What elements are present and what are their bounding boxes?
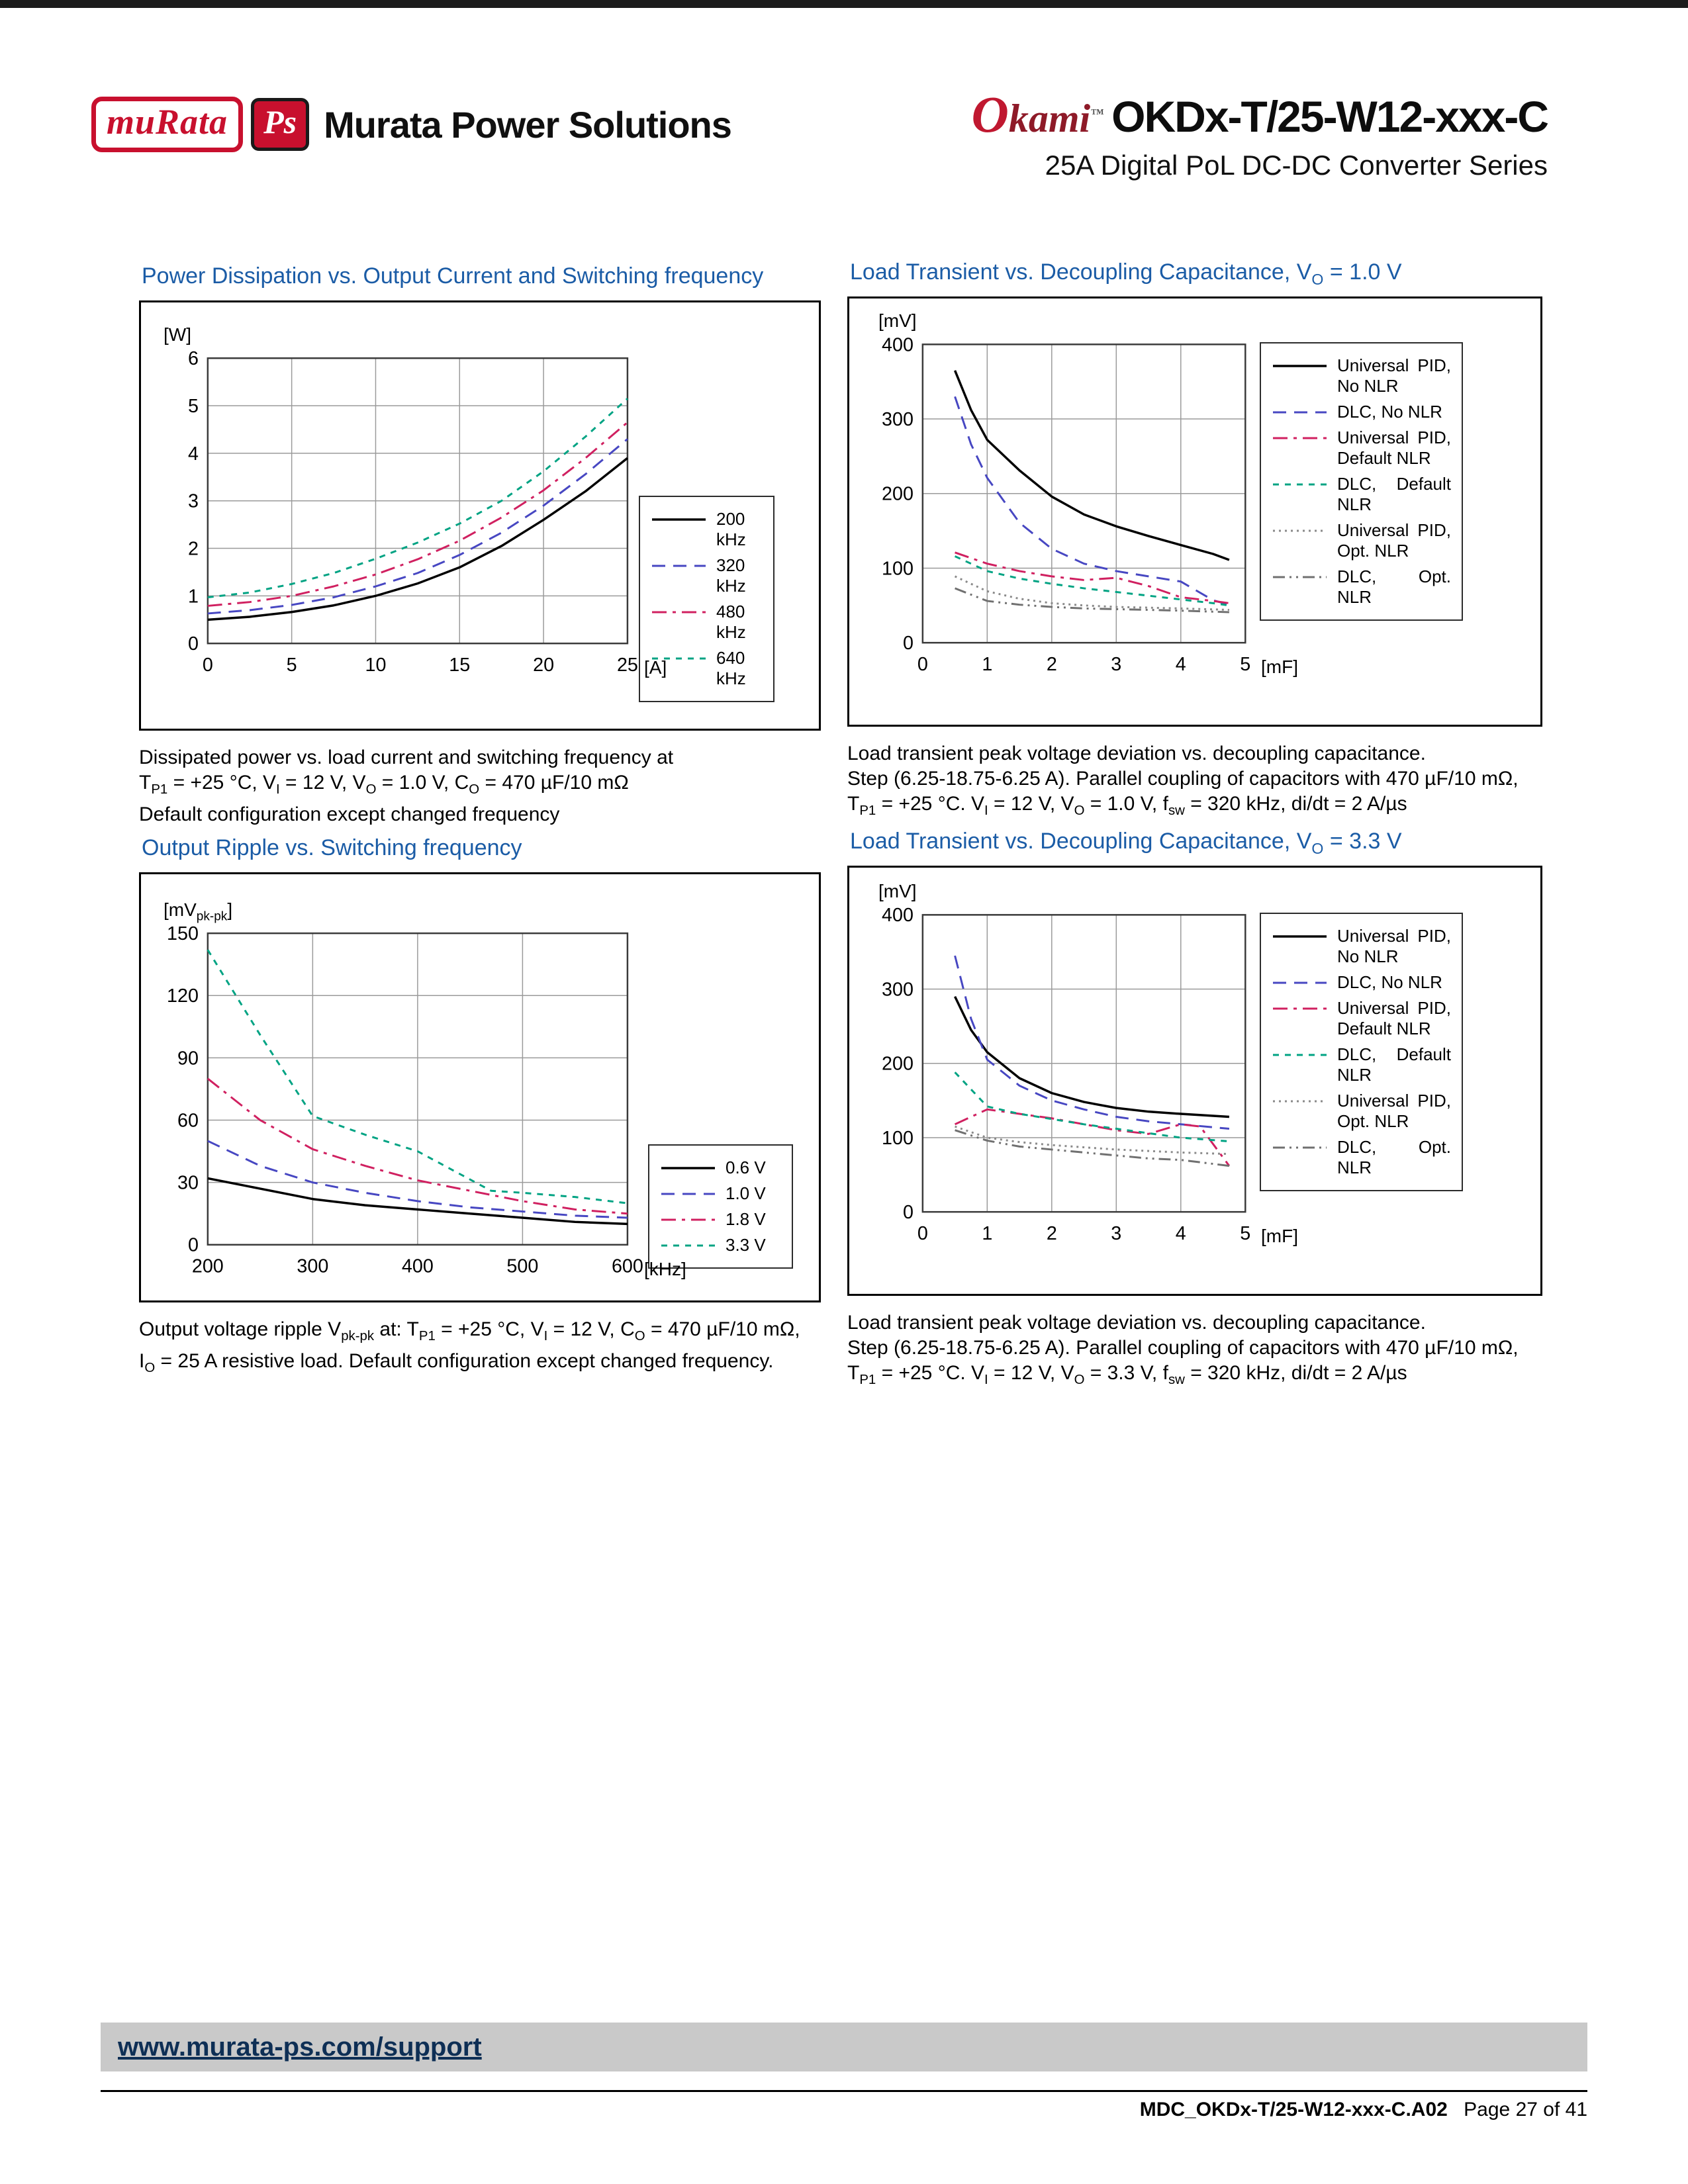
legend-item	[651, 509, 763, 550]
x-tick-label: 10	[365, 654, 387, 676]
legend-line-sample	[1272, 929, 1328, 944]
top-bar	[0, 0, 1688, 8]
x-tick-label: 25	[616, 654, 638, 676]
legend-line-sample	[660, 1161, 716, 1175]
chart-legend	[1260, 913, 1463, 1191]
series-line	[955, 396, 1229, 604]
legend-line-sample	[651, 559, 707, 573]
legend-item	[1272, 972, 1451, 993]
legend-item	[660, 1183, 781, 1204]
product-title-block	[971, 85, 1548, 181]
chart-frame	[139, 872, 821, 1302]
y-tick-label: 200	[882, 1053, 914, 1075]
x-tick-label: 1	[982, 1222, 993, 1244]
x-axis-unit: [A]	[644, 657, 667, 678]
legend-line-sample	[1272, 431, 1328, 445]
chart-frame	[847, 866, 1542, 1296]
legend-item	[651, 602, 763, 643]
y-tick-label: 4	[187, 443, 199, 465]
y-tick-label: 2	[187, 538, 199, 560]
y-tick-label: 3	[187, 490, 199, 512]
legend-line-sample	[1272, 405, 1328, 420]
series-line	[208, 422, 628, 606]
chart-title: Load Transient vs. Decoupling Capacitance, $V_O = 1.0$ V	[850, 259, 1402, 288]
chart-title: Load Transient vs. Decoupling Capacitance, $V_O = 3.3$ V	[850, 829, 1402, 857]
y-tick-label: 300	[882, 979, 914, 1001]
murata-logo	[91, 97, 731, 152]
chart-caption: Load transient peak voltage deviation vs. decoupling capacitance. Step (6.25-18.75-6.25 A). Parallel coupling of capacitors with 470 µF/10 mΩ, $T_{P1} = +25$ °C. $V_I = 12$ V, $V_O = 1.0$ V, $f_{sw} = 320$ kHz, di/dt = 2 A/µs	[847, 743, 1519, 818]
legend-item	[1272, 428, 1451, 469]
okami-o-glyph: O	[971, 85, 1009, 143]
chart-frame	[847, 296, 1542, 727]
y-tick-label: 400	[882, 905, 914, 927]
okami-logo	[971, 85, 1103, 144]
legend-item	[1272, 998, 1451, 1039]
legend-line-sample	[1272, 1094, 1328, 1109]
legend-label: Universal PID, No NLR	[1337, 355, 1451, 396]
legend-item	[660, 1158, 781, 1178]
legend-line-sample	[1272, 477, 1328, 492]
okami-text: kami	[1008, 97, 1091, 140]
y-tick-label: 1	[187, 586, 199, 608]
legend-line-sample	[1272, 1048, 1328, 1062]
series-line	[955, 1130, 1229, 1166]
legend-line-sample	[1272, 523, 1328, 538]
support-link[interactable]: www.murata-ps.com/support	[118, 2032, 482, 2062]
legend-line-sample	[1272, 1001, 1328, 1016]
y-tick-label: 0	[902, 633, 914, 655]
y-axis-unit: $[mV_{pk-pk}]$	[164, 899, 233, 924]
x-tick-label: 3	[1111, 653, 1122, 675]
x-tick-label: 3	[1111, 1222, 1122, 1244]
legend-line-sample	[651, 512, 707, 527]
legend-label: Universal PID, Opt. NLR	[1337, 520, 1451, 561]
legend-label: Universal PID, No NLR	[1337, 926, 1451, 966]
legend-item	[1272, 1091, 1451, 1132]
x-tick-label: 5	[286, 654, 297, 676]
support-bar	[101, 2023, 1587, 2071]
y-tick-label: 200	[882, 483, 914, 505]
series-line	[955, 553, 1229, 604]
legend-label: Universal PID, Default NLR	[1337, 428, 1451, 468]
legend-line-sample	[1272, 359, 1328, 373]
y-tick-label: 30	[177, 1172, 199, 1194]
legend-item	[1272, 567, 1451, 608]
legend-item	[1272, 1044, 1451, 1085]
legend-label: DLC, Opt. NLR	[1337, 567, 1451, 607]
series-subtitle: 25A Digital PoL DC-DC Converter Series	[1045, 150, 1548, 181]
x-tick-label: 200	[191, 1255, 224, 1277]
grid	[167, 923, 643, 1277]
figure-power-dissipation	[139, 263, 821, 827]
y-tick-label: 100	[882, 558, 914, 580]
series-line	[955, 997, 1229, 1117]
x-tick-label: 500	[506, 1255, 539, 1277]
y-axis-unit: [W]	[164, 324, 191, 345]
legend-label: DLC, No NLR	[1337, 402, 1442, 422]
x-axis-unit: [mF]	[1261, 1226, 1298, 1246]
chart-title: Power Dissipation vs. Output Current and Switching frequency	[142, 263, 764, 289]
chart-caption: Dissipated power vs. load current and switching frequency at $T_{P1} = +25$ °C, $V_I = 12$ V, $V_O = 1.0$ V, $C_O = 470$ µF/10 mΩ Default configuration except changed frequency	[139, 747, 674, 825]
legend-label: 640 kHz	[716, 648, 746, 688]
grid	[188, 348, 638, 676]
legend-label: Universal PID, Opt. NLR	[1337, 1091, 1451, 1131]
legend-line-sample	[1272, 570, 1328, 584]
ps-logo: Ps	[251, 98, 309, 151]
legend-item	[660, 1209, 781, 1230]
legend-line-sample	[1272, 976, 1328, 990]
legend-item	[651, 648, 763, 689]
legend-line-sample	[660, 1238, 716, 1253]
x-tick-label: 2	[1046, 1222, 1057, 1244]
y-tick-label: 5	[187, 395, 199, 417]
legend-label: DLC, No NLR	[1337, 972, 1442, 992]
x-tick-label: 15	[449, 654, 471, 676]
chart-caption: Output voltage ripple $V_{pk-pk}$ at: $T_{P1} = +25$ °C, $V_I = 12$ V, $C_O = 470$ µF/10 mΩ, $I_O = 25$ A resistive load. Default configuration except changed frequency.	[139, 1318, 800, 1375]
chart-legend	[648, 1144, 793, 1269]
y-axis-unit: [mV]	[878, 310, 917, 331]
series-line	[208, 398, 628, 597]
x-tick-label: 0	[917, 1222, 928, 1244]
legend-label: DLC, Default NLR	[1337, 474, 1451, 514]
x-axis-unit: [mF]	[1261, 657, 1298, 677]
brand-text: Murata Power Solutions	[324, 103, 731, 146]
legend-item	[1272, 355, 1451, 396]
legend-label: 3.3 V	[726, 1235, 766, 1255]
legend-item	[1272, 926, 1451, 967]
doc-id: MDC_OKDx-T/25-W12-xxx-C.A02	[1139, 2099, 1448, 2120]
chart-frame	[139, 300, 821, 731]
x-tick-label: 20	[533, 654, 555, 676]
x-axis-unit: [kHz]	[644, 1259, 686, 1279]
chart-title: Output Ripple vs. Switching frequency	[142, 835, 522, 860]
x-tick-label: 4	[1175, 653, 1186, 675]
legend-item	[1272, 474, 1451, 515]
legend-label: 200 kHz	[716, 509, 746, 549]
y-tick-label: 0	[902, 1202, 914, 1224]
figure-output-ripple	[139, 835, 821, 1381]
legend-item	[1272, 520, 1451, 561]
y-tick-label: 100	[882, 1127, 914, 1149]
x-tick-label: 4	[1175, 1222, 1186, 1244]
legend-item	[651, 555, 763, 596]
y-tick-label: 300	[882, 408, 914, 430]
legend-line-sample	[651, 605, 707, 619]
doc-line	[101, 2090, 1587, 2121]
x-tick-label: 0	[917, 653, 928, 675]
trademark-symbol: ™	[1090, 107, 1104, 121]
y-tick-label: 400	[882, 334, 914, 356]
figure-load-transient-1v0	[847, 259, 1542, 823]
legend-label: DLC, Default NLR	[1337, 1044, 1451, 1085]
x-tick-label: 5	[1240, 653, 1251, 675]
x-tick-label: 1	[982, 653, 993, 675]
y-tick-label: 150	[167, 923, 199, 945]
x-tick-label: 600	[611, 1255, 643, 1277]
chart-caption: Load transient peak voltage deviation vs. decoupling capacitance. Step (6.25-18.75-6.25 A). Parallel coupling of capacitors with 470 µF/10 mΩ, $T_{P1} = +25$ °C. $V_I = 12$ V, $V_O = 3.3$ V, $f_{sw} = 320$ kHz, di/dt = 2 A/µs	[847, 1312, 1519, 1387]
series-line	[955, 371, 1229, 560]
figure-load-transient-3v3	[847, 829, 1542, 1392]
legend-line-sample	[1272, 1140, 1328, 1155]
legend-label: 0.6 V	[726, 1158, 766, 1177]
legend-label: 480 kHz	[716, 602, 746, 642]
y-tick-label: 0	[187, 633, 199, 655]
legend-line-sample	[660, 1187, 716, 1201]
x-tick-label: 2	[1046, 653, 1057, 675]
y-axis-unit: [mV]	[878, 881, 917, 901]
x-tick-label: 300	[297, 1255, 329, 1277]
series-line	[955, 576, 1229, 610]
y-tick-label: 6	[187, 348, 199, 370]
y-tick-label: 0	[187, 1234, 199, 1256]
part-number: OKDx-T/25-W12-xxx-C	[1111, 92, 1548, 141]
x-tick-label: 5	[1240, 1222, 1251, 1244]
legend-label: 320 kHz	[716, 555, 746, 596]
chart-legend	[1260, 342, 1463, 621]
y-tick-label: 120	[167, 985, 199, 1007]
x-tick-label: 0	[202, 654, 213, 676]
y-tick-label: 60	[177, 1110, 199, 1132]
legend-label: 1.0 V	[726, 1183, 766, 1203]
series-line	[955, 1072, 1229, 1141]
legend-line-sample	[660, 1212, 716, 1227]
legend-label: 1.8 V	[726, 1209, 766, 1229]
murata-wordmark: muRata	[91, 97, 243, 152]
legend-label: Universal PID, Default NLR	[1337, 998, 1451, 1038]
x-tick-label: 400	[401, 1255, 434, 1277]
legend-item	[660, 1235, 781, 1255]
legend-label: DLC, Opt. NLR	[1337, 1137, 1451, 1177]
legend-item	[1272, 1137, 1451, 1178]
page-info: Page 27 of 41	[1464, 2099, 1587, 2120]
series-line	[955, 1126, 1229, 1154]
y-tick-label: 90	[177, 1048, 199, 1069]
grid	[882, 905, 1250, 1244]
legend-item	[1272, 402, 1451, 422]
